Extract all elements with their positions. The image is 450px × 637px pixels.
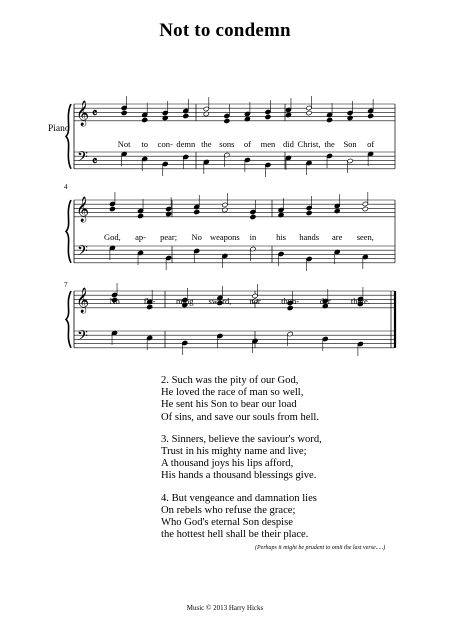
- note-head: [203, 106, 209, 111]
- lyric-syllable: der: [319, 296, 331, 306]
- note-head: [222, 202, 228, 207]
- score-lyrics: [104, 139, 374, 306]
- note-head: [194, 248, 200, 253]
- lyric-syllable: pear;: [160, 232, 178, 242]
- note-head: [182, 340, 188, 345]
- note-head: [306, 256, 312, 261]
- verse-line: He loved the race of man so well,: [161, 387, 304, 399]
- note-head: [306, 110, 312, 115]
- instrument-label: Piano: [48, 124, 70, 134]
- note-head: [162, 110, 168, 115]
- lyric-syllable: of: [243, 139, 251, 149]
- lyric-syllable: the: [201, 139, 212, 149]
- note-head: [109, 201, 115, 206]
- note-head: [183, 113, 189, 118]
- verse-3: [161, 434, 322, 483]
- measure-number-system-2: 4: [64, 183, 68, 191]
- note-head: [362, 201, 368, 206]
- verse-line: A thousand joys his lips afford,: [161, 458, 294, 470]
- note-head: [224, 113, 230, 118]
- song-title: Not to condemn: [159, 20, 291, 41]
- note-head: [224, 152, 230, 157]
- note-head: [183, 154, 189, 159]
- note-head: [166, 206, 172, 211]
- note-head: [306, 205, 312, 210]
- performance-note: (Perhaps it might be prudent to omit the last verse.....): [255, 545, 386, 551]
- lyric-syllable: his: [276, 232, 286, 242]
- note-head: [306, 105, 312, 110]
- note-head: [121, 105, 127, 110]
- lyric-syllable: Son: [343, 139, 357, 149]
- note-head: [347, 158, 353, 163]
- verse-line: He sent his Son to bear our load: [161, 399, 297, 411]
- note-head: [265, 109, 271, 114]
- lyric-syllable: did: [283, 139, 294, 149]
- note-head: [142, 156, 148, 161]
- lyric-syllable: men: [260, 139, 276, 149]
- lyric-syllable: thun-: [281, 296, 300, 306]
- note-head: [322, 336, 328, 341]
- lyric-syllable: Christ,: [297, 139, 321, 149]
- note-head: [166, 211, 172, 216]
- treble-clef: 𝄞: [76, 101, 90, 126]
- brace: [66, 291, 71, 348]
- lyric-syllable: demn: [176, 139, 196, 149]
- lyric-syllable: ming: [176, 296, 194, 306]
- verse-line: Who God's eternal Son despise: [161, 517, 293, 529]
- lyric-syllable: fla-: [143, 296, 156, 306]
- verse-line: Of sins, and save our souls from hell.: [161, 411, 320, 423]
- lyric-syllable: to: [141, 139, 149, 149]
- bass-clef: 𝄢: [77, 328, 88, 348]
- time-signature: 𝄴: [92, 154, 98, 168]
- lyric-syllable: sons: [219, 139, 235, 149]
- verse-line: His hands a thousand blessings give.: [161, 470, 317, 482]
- verses: [161, 375, 322, 551]
- note-head: [244, 157, 250, 162]
- note-head: [326, 153, 332, 158]
- lyric-syllable: are: [332, 232, 343, 242]
- treble-clef: 𝄞: [76, 288, 90, 313]
- note-head: [278, 251, 284, 256]
- lyric-syllable: ap-: [135, 232, 146, 242]
- lyric-syllable: No: [109, 296, 120, 306]
- note-head: [162, 161, 168, 166]
- measure-number-system-3: 7: [64, 281, 68, 289]
- note-head: [147, 335, 153, 340]
- bass-clef: 𝄢: [77, 149, 88, 169]
- lyric-syllable: seen,: [356, 232, 374, 242]
- note-head: [357, 341, 363, 346]
- note-head: [250, 209, 256, 214]
- note-head: [217, 333, 223, 338]
- lyric-syllable: of: [367, 139, 375, 149]
- note-head: [306, 210, 312, 215]
- copyright-footer: Music © 2013 Harry Hicks: [186, 604, 264, 612]
- verse-2: [161, 375, 322, 424]
- brace: [66, 104, 71, 169]
- verse-line: 2. Such was the pity of our God,: [161, 375, 299, 386]
- verse-4: [161, 493, 322, 542]
- lyric-syllable: God,: [104, 232, 121, 242]
- score-notes: [109, 96, 373, 356]
- note-head: [166, 255, 172, 260]
- lyric-syllable: hands: [299, 232, 320, 242]
- note-head: [224, 118, 230, 123]
- lyric-syllable: weapons: [209, 232, 240, 242]
- note-head: [121, 110, 127, 115]
- note-head: [250, 214, 256, 219]
- score-staves: [66, 100, 395, 348]
- note-head: [326, 117, 332, 122]
- note-head: [362, 206, 368, 211]
- lyric-syllable: No: [191, 232, 202, 242]
- brace: [66, 200, 71, 263]
- note-head: [347, 110, 353, 115]
- verse-line: On rebels who refuse the grace;: [161, 504, 296, 516]
- verse-line: 3. Sinners, believe the saviour's word,: [161, 433, 322, 445]
- note-head: [194, 209, 200, 214]
- bass-clef: 𝄢: [77, 243, 88, 263]
- note-head: [347, 115, 353, 120]
- lyric-syllable: in: [249, 232, 257, 242]
- lyric-syllable: Not: [117, 139, 131, 149]
- note-head: [109, 206, 115, 211]
- note-head: [250, 246, 256, 251]
- verse-line: the hottest hell shall be their place.: [161, 529, 309, 541]
- note-head: [368, 113, 374, 118]
- verse-line: Trust in his mighty name and live;: [161, 446, 307, 458]
- lyric-syllable: con-: [157, 139, 173, 149]
- lyric-syllable: the: [324, 139, 335, 149]
- note-head: [142, 117, 148, 122]
- verse-line: 4. But vengeance and damnation lies: [161, 492, 317, 504]
- lyric-syllable: sword,: [208, 296, 232, 306]
- note-head: [265, 162, 271, 167]
- note-head: [368, 108, 374, 113]
- note-head: [287, 305, 293, 310]
- note-head: [137, 250, 143, 255]
- note-head: [265, 114, 271, 119]
- note-head: [137, 213, 143, 218]
- note-head: [194, 204, 200, 209]
- lyric-syllable: nor: [249, 296, 261, 306]
- treble-clef: 𝄞: [76, 197, 90, 222]
- lyric-syllable: there.: [350, 296, 370, 306]
- note-head: [287, 331, 293, 336]
- note-head: [183, 108, 189, 113]
- note-head: [162, 115, 168, 120]
- time-signature: 𝄴: [92, 106, 98, 120]
